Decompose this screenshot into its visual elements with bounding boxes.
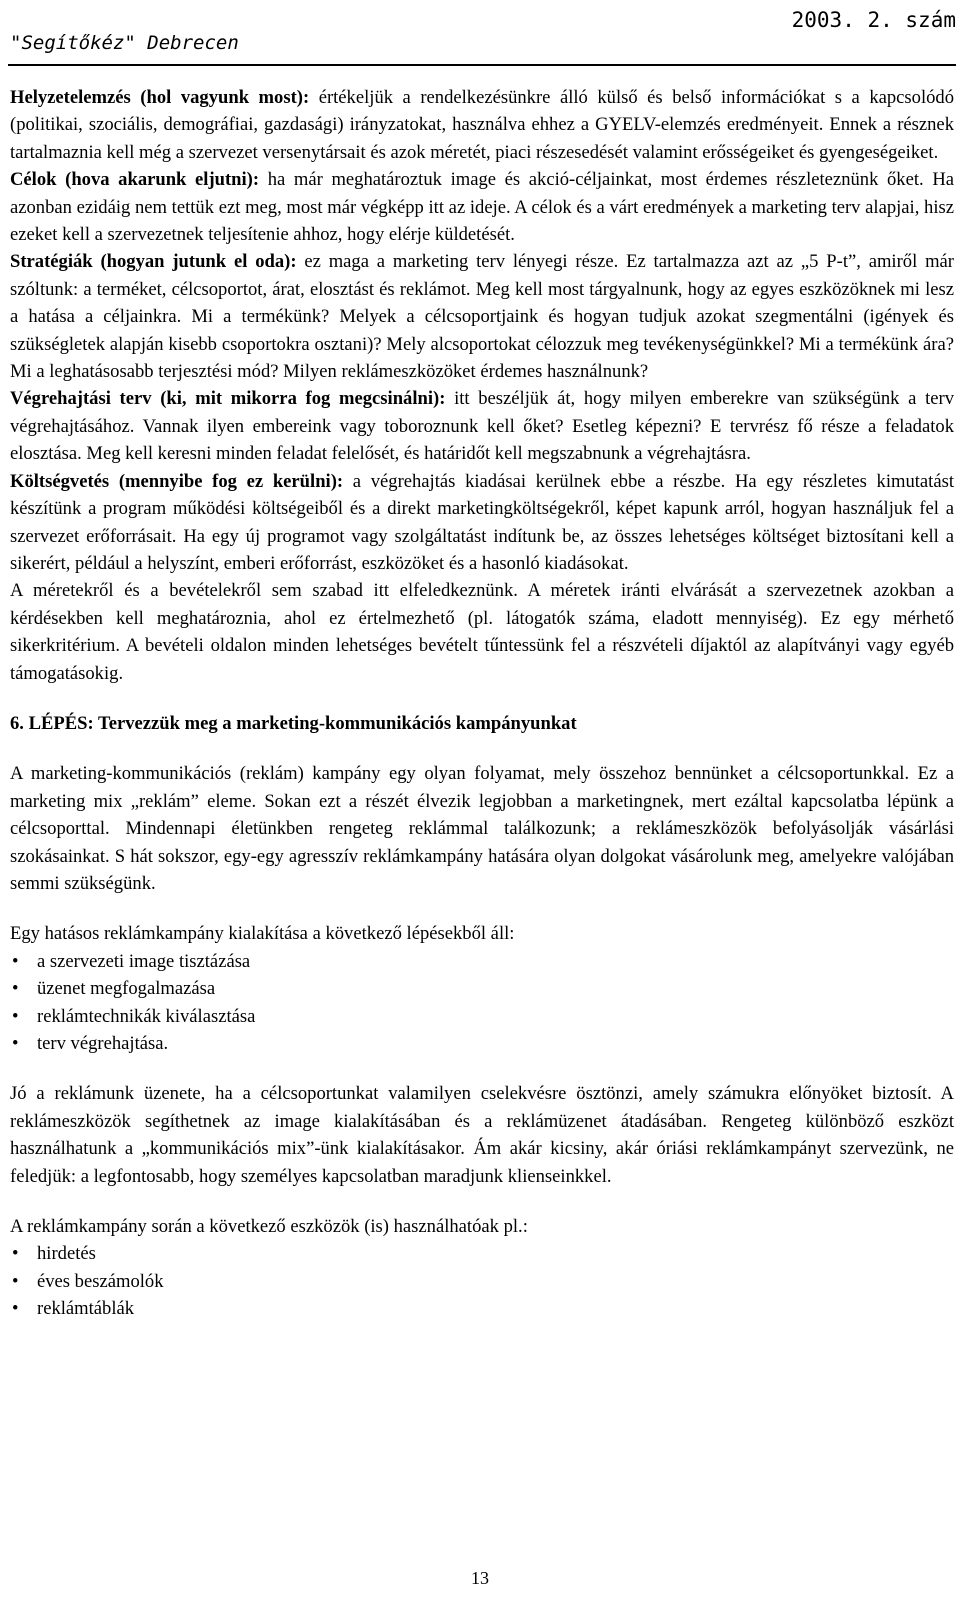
paragraph-strategies — [10, 248, 954, 385]
term-action-plan: Végrehajtási terv (ki, mit mikorra fog megcsinálni): — [10, 388, 446, 410]
paragraph-sizes-revenues: A méretekről és a bevételekről sem szabad itt elfeledkeznünk. A méretek iránti elvárását a szervezetnek azokban a kérdésekben kell meghatároznia, ahol ez értelmezhető (pl. látogatók száma, eladott mennyiség). Ez egy mérhető sikerkritérium. A bevételi oldalon minden lehetséges bevételt tűntessünk fel a részvételi díjaktól az alapítványi vagy egyéb támogatásokig. — [10, 580, 954, 684]
paragraph-message: Jó a reklámunk üzenete, ha a célcsoportunkat valamilyen cselekvésre ösztönzi, amely számukra előnyöket biztosít. A reklámeszközök segíthetnek az image kialakításában és a reklámüzenet átadásában. Rengeteg különböző eszközt használhatunk a „kommunikációs mix”-ünk kialakításakor. Ám akár kicsiny, akár óriási reklámkampányt szervezünk, ne feledjük: a legfontosabb, hogy személyes kapcsolatban maradjunk klienseinkkel. — [10, 1083, 954, 1187]
list-item: • hirdetés — [10, 1240, 954, 1267]
bullet-icon: • — [12, 1243, 19, 1265]
bullet-icon: • — [12, 978, 19, 1000]
page-number: 13 — [471, 1568, 489, 1588]
steps-list — [10, 948, 954, 1058]
bullet-icon: • — [12, 1033, 19, 1054]
paragraph-situation-analysis — [10, 84, 954, 166]
text-strategies: ez maga a marketing terv lényegi része. Ez tartalmazza azt az „5 P-t”, amiről már szóltunk: a terméket, célcsoportot, árat, elosztást és reklámot. Meg kell most tárgyalnunk, hogy az egyes eszközöknek mi lesz a hatása a céljainkra. Mi a termékünk? Melyek a célcsoportjaink és hogyan tudjuk azokat szegmentálni (igények és szükségletek alapján kisebb csoportokra osztani)? Mely alcsoportokat célozzuk meg tevékenységünkkel? Mi a termékünk ára? Mi a leghatásosabb terjesztési mód? Milyen reklámeszközöket érdemes használnunk? — [10, 251, 954, 383]
paragraph-goals — [10, 166, 954, 248]
term-situation-analysis: Helyzetelemzés (hol vagyunk most): — [10, 87, 310, 108]
bullet-icon: • — [12, 950, 19, 972]
text-situation-analysis: értékeljük a rendelkezésünkre álló külső és belső információkat s a kapcsolódó (politikai, szociális, demográfiai, gazdasági) irányzatokat, használva ehhez a GYELV-elemzés eredményeit. Ennek a résznek tartalmaznia kell még a szervezet versenytársait és azok méretét, piaci részesedését valamint erősségeiket és gyengeségeiket. — [10, 87, 955, 163]
bullet-icon: • — [12, 1270, 19, 1292]
list-item: • üzenet megfogalmazása — [10, 975, 954, 1002]
list-item: • éves beszámolók — [10, 1268, 954, 1295]
bullet-icon: • — [12, 1005, 19, 1027]
tools-lead: A reklámkampány során a következő eszközök (is) használhatóak pl.: — [10, 1216, 528, 1238]
text-budget: a végrehajtás kiadásai kerülnek ebbe a részbe. Ha egy részletes kimutatást készítünk a program működési költségeiből és a direkt marketingköltségekről, képet kapunk arról, hogyan használjuk fel a szervezet erőforrásait. Ha egy új programot vagy szolgáltatást indítunk be, az összes lehetséges költséget biztosítani kell a sikerért, például a helyszínt, emberi erőforrást, eszközöket és a hasonló kiadásokat. — [10, 470, 955, 574]
paragraph-budget — [10, 468, 954, 578]
section-heading: 6. LÉPÉS: Tervezzük meg a marketing-kommunikációs kampányunkat — [10, 712, 577, 734]
tools-list — [10, 1240, 954, 1322]
header-publisher: "Segítőkéz" Debrecen — [10, 32, 239, 54]
running-header — [8, 6, 956, 66]
term-strategies: Stratégiák (hogyan jutunk el oda): — [10, 251, 297, 273]
list-item: • reklámtáblák — [10, 1295, 954, 1322]
header-issue: 2003. 2. szám — [791, 8, 956, 32]
bullet-icon: • — [12, 1298, 19, 1320]
term-budget: Költségvetés (mennyibe fog ez kerülni): — [10, 470, 344, 492]
list-item: • a szervezeti image tisztázása — [10, 948, 954, 975]
term-goals: Célok (hova akarunk eljutni): — [10, 169, 260, 191]
text-goals: ha már meghatároztuk image és akció-céljainkat, most érdemes részleteznünk őket. Ha azonban ezidáig nem tettük ezt meg, most már végképp itt az ideje. A célok és a várt eredmények a marketing terv alapjai, hisz ezeket kell a szervezetnek teljesítenie ahhoz, hogy elérje küldetését. — [10, 169, 954, 246]
paragraph-action-plan — [10, 385, 954, 467]
list-item: • reklámtechnikák kiválasztása — [10, 1003, 954, 1030]
text-action-plan: itt beszéljük át, hogy milyen emberekre van szükségünk a terv végrehajtásához. Vannak ilyen embereink vagy toboroznunk kell őket? Esetleg képezni? E tervrész fő része a feladatok elosztása. Meg kell keresni minden feladat felelősét, és határidőt kell megszabnunk a végrehajtásra. — [10, 388, 954, 465]
paragraph-campaign-intro: A marketing-kommunikációs (reklám) kampány egy olyan folyamat, mely összehoz bennünket a célcsoportunkkal. Ez a marketing mix „reklám” eleme. Sokan ezt a részét élvezik legjobban a marketingnek, mert ezáltal kapcsolatba lépünk a célcsoporttal. Mindennapi életünkben rengeteg reklámmal találkozunk; a reklámeszközök befolyásolják vásárlási szokásainkat. S hát sokszor, egy-egy agresszív reklámkampány hatására olyan dolgokat vásárolunk meg, amelyekre valójában semmi szükségünk. — [10, 763, 954, 894]
steps-lead: Egy hatásos reklámkampány kialakítása a következő lépésekből áll: — [10, 923, 515, 945]
document-body — [10, 84, 954, 1323]
list-item: • terv végrehajtása. — [10, 1030, 954, 1057]
